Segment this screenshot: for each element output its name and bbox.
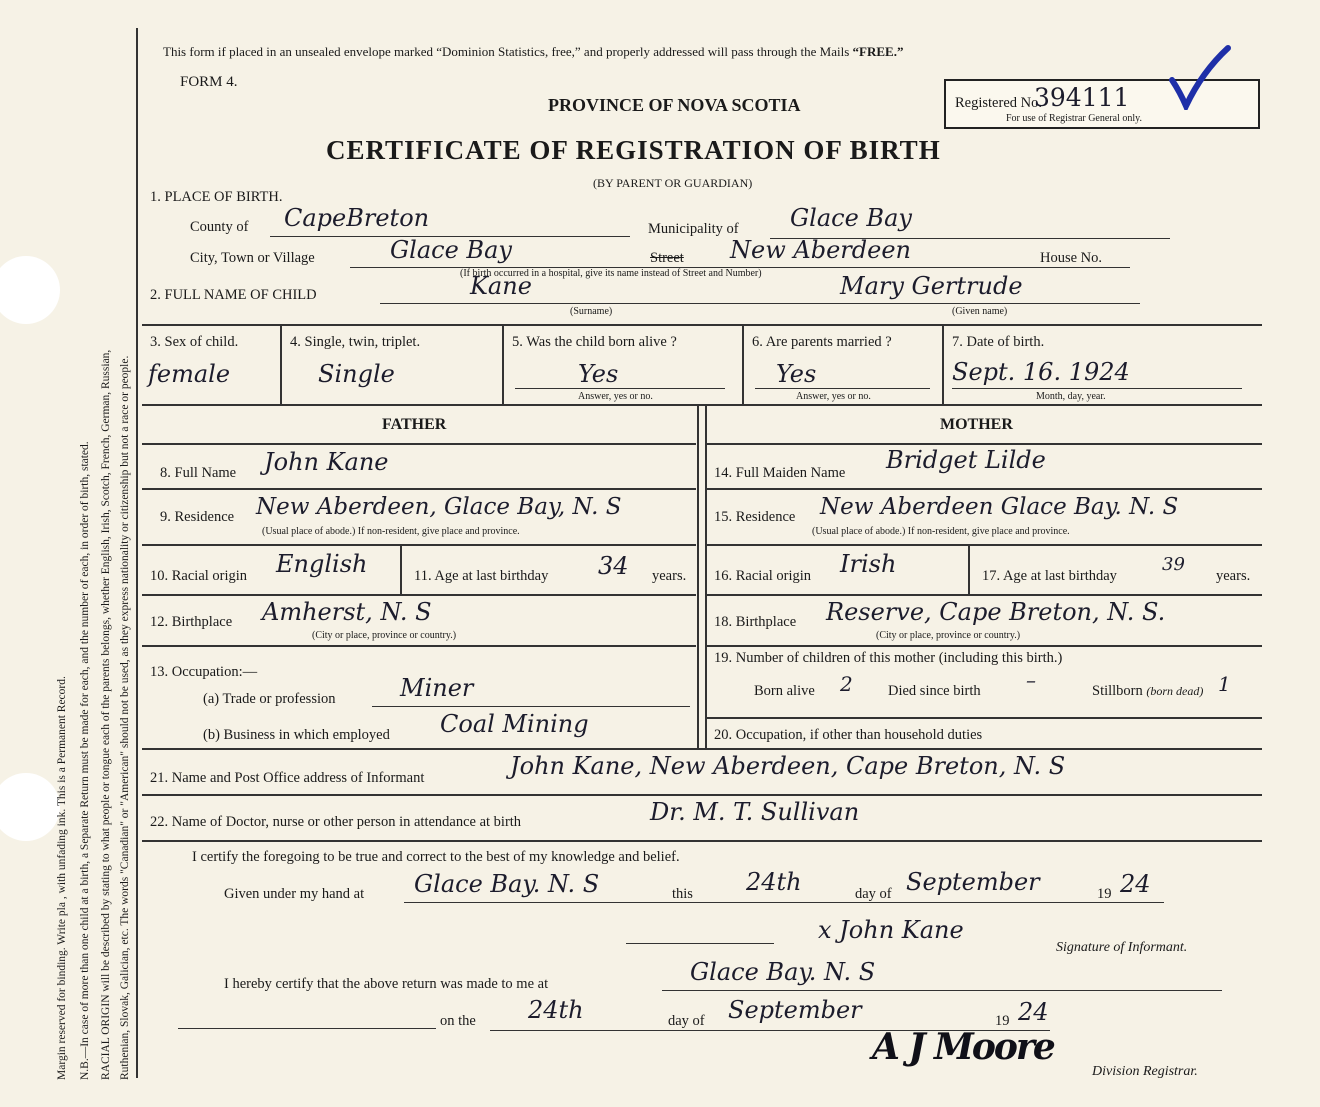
city-label: City, Town or Village [190,250,315,266]
father-birthplace-caption: (City or place, province or country.) [312,630,457,641]
mother-residence-value: New Aberdeen Glace Bay. N. S [820,494,1179,520]
municipality-label: Municipality of [648,221,739,237]
margin-note: Ruthenian, Slovak, Galician, etc. The words "Canadian" or "American" should not be used, as they express nationality or citizenship but not a race or people. [119,355,131,1080]
rule [142,594,696,596]
given-line [404,902,1164,903]
father-birthplace-label: 12. Birthplace [150,614,233,630]
stillborn-value: 1 [1218,672,1231,696]
county-value: CapeBreton [284,204,430,232]
binding-hole [0,256,60,324]
certificate-subtitle: (BY PARENT OR GUARDIAN) [593,176,753,190]
county-label: County of [190,219,249,235]
married-value: Yes [776,360,817,388]
father-residence-label: 9. Residence [160,509,235,525]
married-label: 6. Are parents married ? [752,334,892,350]
rule [142,544,696,546]
registrar-day-label: day of [668,1013,705,1029]
surname-caption: (Surname) [570,306,613,317]
rule [142,840,1262,842]
mail-notice-text: This form if placed in an unsealed envelope marked “Dominion Statistics, free,” and properly addressed will pass through the Mails [163,44,853,59]
registered-label: Registered No. [955,95,1042,111]
given-day-value: 24th [746,868,802,896]
mail-notice-free: “FREE.” [852,44,904,59]
father-age-label: 11. Age at last birthday [414,568,549,584]
registrar-signature: A J Moore [872,1026,1054,1068]
mother-name-label: 14. Full Maiden Name [714,465,846,481]
rule [400,544,402,594]
given-caption: (Given name) [952,306,1008,317]
died-label: Died since birth [888,683,981,699]
given-month-value: September [906,868,1040,896]
informant-signature: x John Kane [818,916,964,944]
mother-name-value: Bridget Lilde [886,446,1046,474]
registrar-day-value: 24th [528,996,584,1024]
mother-residence-label: 15. Residence [714,509,796,525]
stillborn-label [1092,683,1203,700]
child-surname-value: Kane [470,272,532,300]
street-value: New Aberdeen [730,236,911,264]
registrar-statement: I hereby certify that the above return was made to me at [224,976,549,992]
checkmark-icon [1168,44,1234,110]
informant-label: 21. Name and Post Office address of Informant [150,770,425,786]
informant-signature-label: Signature of Informant. [1056,940,1188,955]
rule [142,488,696,490]
registrar-place-value: Glace Bay. N. S [690,958,876,986]
rule [142,404,1262,406]
mother-residence-caption: (Usual place of abode.) If non-resident, give place and province. [812,526,1070,537]
margin-note: N.B.—In case of more than one child at a birth, a Separate Return must be made for each, and the number of each, in order of birth, stated. [79,441,91,1080]
mother-age-value: 39 [1162,554,1185,575]
dob-line [952,388,1242,389]
father-trade-label: (a) Trade or profession [203,691,336,707]
registrar-place-line [662,990,1222,991]
dob-caption: Month, day, year. [1036,391,1106,402]
rule [142,645,696,647]
registrar-month-value: September [728,996,862,1024]
registered-value: 394111 [1034,83,1130,112]
dob-label: 7. Date of birth. [952,334,1045,350]
father-racial-label: 10. Racial origin [150,568,248,584]
alive-line [515,388,725,389]
single-value: Single [318,360,395,388]
given-year-prefix: 19 [1097,886,1112,902]
father-racial-value: English [276,550,368,578]
certify-statement: I certify the foregoing to be true and correct to the best of my knowledge and belief. [192,849,680,865]
father-business-value: Coal Mining [440,710,589,738]
mother-birthplace-value: Reserve, Cape Breton, N. S. [826,598,1166,626]
sex-value: female [148,360,231,388]
father-business-label: (b) Business in which employed [203,727,390,743]
stillborn-sub: (born dead) [1146,684,1204,698]
died-value: – [1026,668,1036,692]
rule [706,544,1262,546]
mail-notice [163,44,903,60]
rule [142,324,1262,326]
rule [502,324,504,404]
certificate-title: CERTIFICATE OF REGISTRATION OF BIRTH [326,135,941,165]
born-alive-label: Born alive [754,683,815,699]
registrar-note: For use of Registrar General only. [1006,113,1142,124]
rule [942,324,944,404]
mother-birthplace-label: 18. Birthplace [714,614,797,630]
binding-hole [0,773,60,841]
mother-racial-value: Irish [840,550,897,578]
alive-value: Yes [578,360,619,388]
alive-caption: Answer, yes or no. [578,391,653,402]
father-heading: FATHER [382,416,447,433]
rule [706,717,1262,719]
married-caption: Answer, yes or no. [796,391,871,402]
rule [142,794,1262,796]
dob-value: Sept. 16. 1924 [952,358,1130,386]
sex-label: 3. Sex of child. [150,334,239,350]
form-number: FORM 4. [180,74,238,90]
doctor-value: Dr. M. T. Sullivan [650,798,860,826]
on-the-lead-line [178,1028,436,1029]
child-name-label: 2. FULL NAME OF CHILD [150,287,317,303]
father-name-label: 8. Full Name [160,465,237,481]
father-age-unit: years. [652,568,687,584]
mother-birthplace-caption: (City or place, province or country.) [876,630,1021,641]
rule [706,443,1262,445]
father-trade-value: Miner [400,674,474,702]
rule [697,404,699,748]
mother-children-label: 19. Number of children of this mother (including this birth.) [714,650,1063,666]
on-the-label: on the [440,1013,476,1029]
house-label: House No. [1040,250,1103,266]
child-given-value: Mary Gertrude [840,272,1023,300]
father-age-value: 34 [598,552,629,580]
child-name-line [380,303,1140,304]
margin-note: Margin reserved for binding. Write pla , with unfading ink. This is a Permanent Record. [56,676,68,1080]
given-label: Given under my hand at [224,886,365,902]
rule [706,594,1262,596]
signature-stub-line [626,943,774,944]
registrar-year-prefix: 19 [995,1013,1010,1029]
mother-occupation-label: 20. Occupation, if other than household duties [714,727,983,743]
father-occupation-label: 13. Occupation:— [150,664,258,680]
informant-value: John Kane, New Aberdeen, Cape Breton, N. S [510,752,1066,780]
father-residence-caption: (Usual place of abode.) If non-resident, give place and province. [262,526,520,537]
stillborn-text: Stillborn [1092,683,1143,699]
rule [705,404,707,748]
province-heading: PROVINCE OF NOVA SCOTIA [548,95,801,115]
margin-note: RACIAL ORIGIN will be described by stating to what people or tongue each of the parents belongs, whether English, Irish, Scotch, French, German, Russian, [100,349,112,1080]
rule [706,645,1262,647]
rule [968,544,970,594]
mother-racial-label: 16. Racial origin [714,568,812,584]
margin-rule [136,28,138,1078]
given-year-value: 24 [1120,870,1151,898]
father-residence-value: New Aberdeen, Glace Bay, N. S [256,494,622,520]
single-label: 4. Single, twin, triplet. [290,334,421,350]
city-value: Glace Bay [390,236,512,264]
hospital-note: (If birth occurred in a hospital, give its name instead of Street and Number) [460,268,762,279]
rule [706,488,1262,490]
registrar-year-value: 24 [1018,998,1049,1026]
father-birthplace-value: Amherst, N. S [262,598,432,626]
rule [142,443,696,445]
municipality-value: Glace Bay [790,204,912,232]
given-day-label: day of [855,886,892,902]
alive-label: 5. Was the child born alive ? [512,334,677,350]
place-label: 1. PLACE OF BIRTH. [150,189,283,205]
rule [280,324,282,404]
this-label: this [672,886,693,902]
married-line [755,388,930,389]
mother-age-unit: years. [1216,568,1251,584]
doctor-label: 22. Name of Doctor, nurse or other person in attendance at birth [150,814,522,830]
mother-age-label: 17. Age at last birthday [982,568,1117,584]
rule [142,748,1262,750]
rule [742,324,744,404]
born-alive-value: 2 [840,672,853,696]
street-label: Street [650,250,684,266]
trade-line [372,706,690,707]
division-registrar-label: Division Registrar. [1092,1064,1198,1079]
given-place-value: Glace Bay. N. S [414,870,600,898]
father-name-value: John Kane [264,448,389,476]
mother-heading: MOTHER [940,416,1013,433]
